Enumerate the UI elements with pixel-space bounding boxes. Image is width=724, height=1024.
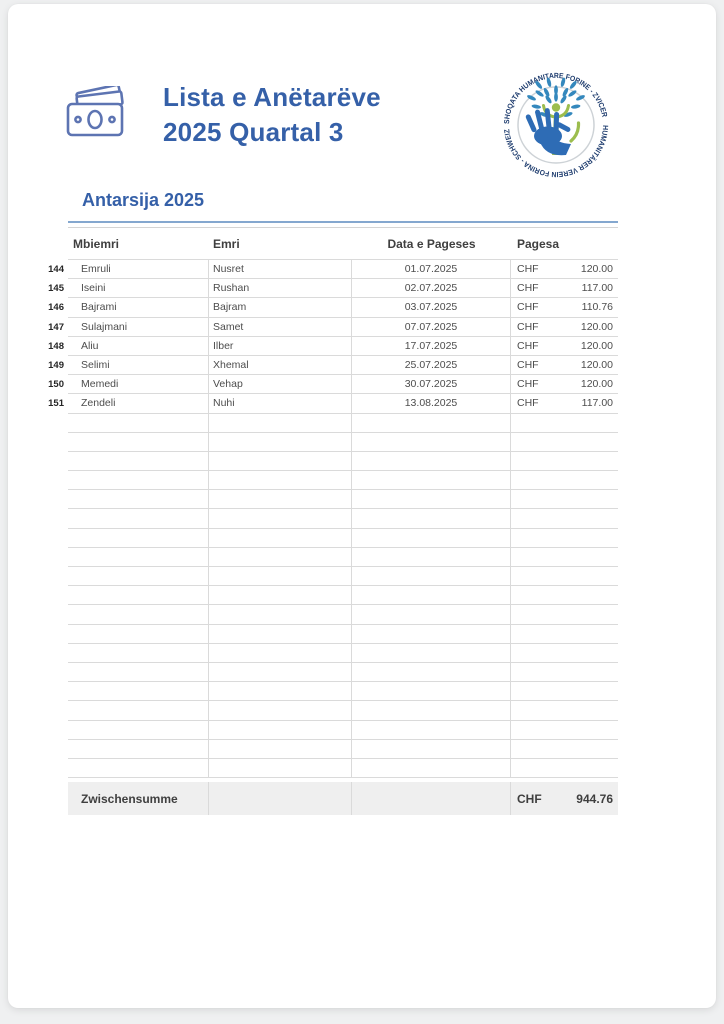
table-row-empty [40, 759, 618, 778]
payment-cell [511, 375, 618, 394]
empty-cell [209, 548, 352, 567]
empty-cell [40, 663, 68, 682]
empty-cell [40, 721, 68, 740]
empty-cell [511, 548, 618, 567]
header-surname: Mbiemri [68, 227, 209, 260]
subtotal-amount: 944.76 [576, 791, 613, 806]
empty-cell [40, 548, 68, 567]
empty-cell [40, 529, 68, 548]
currency-label: CHF [517, 282, 539, 295]
empty-cell [511, 452, 618, 471]
page-title-line2: 2025 Quartal 3 [163, 117, 344, 147]
empty-cell [68, 625, 209, 644]
empty-cell [511, 721, 618, 740]
table-header-row [40, 227, 618, 260]
currency-label: CHF [517, 263, 539, 276]
empty-cell [209, 529, 352, 548]
amount-value: 120.00 [580, 359, 613, 372]
row-number-cell: 148 [48, 340, 64, 352]
table-row-empty [40, 701, 618, 720]
table-row-empty [40, 490, 618, 509]
table-row [40, 337, 618, 356]
empty-cell [40, 586, 68, 605]
amount-value: 120.00 [580, 339, 613, 352]
empty-cell [352, 605, 511, 624]
header-firstname: Emri [209, 227, 352, 260]
table-row-empty [40, 644, 618, 663]
empty-cell [209, 759, 352, 778]
empty-cell [511, 682, 618, 701]
surname-cell: Selimi [68, 356, 209, 375]
surname-cell: Zendeli [68, 394, 209, 413]
empty-cell [511, 490, 618, 509]
currency-label: CHF [517, 359, 539, 372]
empty-cell [352, 759, 511, 778]
subtotal-currency: CHF [517, 791, 542, 806]
section-rule [68, 221, 618, 223]
empty-cell [68, 605, 209, 624]
surname-cell: Aliu [68, 337, 209, 356]
payment-cell [511, 279, 618, 298]
empty-cell [352, 490, 511, 509]
table-row-empty [40, 548, 618, 567]
payment-date-cell: 25.07.2025 [352, 356, 511, 375]
payment-date-cell: 02.07.2025 [352, 279, 511, 298]
payment-date-cell: 13.08.2025 [352, 394, 511, 413]
empty-cell [209, 414, 352, 433]
subtotal-number-cell [40, 782, 68, 815]
empty-cell [68, 701, 209, 720]
firstname-cell: Vehap [209, 375, 352, 394]
section-title: Antarsija 2025 [82, 190, 205, 210]
empty-cell [68, 433, 209, 452]
empty-cell [209, 605, 352, 624]
surname-cell: Sulajmani [68, 318, 209, 337]
empty-cell [40, 625, 68, 644]
empty-cell [511, 605, 618, 624]
currency-label: CHF [517, 301, 539, 314]
empty-cell [209, 740, 352, 759]
empty-cell [511, 529, 618, 548]
empty-cell [40, 490, 68, 509]
table-row-empty [40, 663, 618, 682]
empty-cell [511, 740, 618, 759]
firstname-cell: Nusret [209, 260, 352, 279]
header-number-cell [40, 227, 68, 260]
empty-cell [352, 414, 511, 433]
subtotal-payment-cell [511, 782, 618, 815]
currency-label: CHF [517, 339, 539, 352]
row-number-cell: 146 [48, 302, 64, 314]
amount-value: 120.00 [580, 320, 613, 333]
empty-cell [511, 663, 618, 682]
empty-cell [209, 682, 352, 701]
empty-cell [352, 548, 511, 567]
row-number-cell: 144 [48, 264, 64, 276]
empty-cell [352, 740, 511, 759]
empty-cell [352, 452, 511, 471]
payment-cell [511, 394, 618, 413]
empty-cell [511, 625, 618, 644]
empty-cell [209, 452, 352, 471]
empty-cell [68, 509, 209, 528]
payment-cell [511, 337, 618, 356]
subtotal-empty-cell [352, 782, 511, 815]
payment-date-cell: 30.07.2025 [352, 375, 511, 394]
organization-logo [498, 67, 614, 183]
table-row-empty [40, 740, 618, 759]
row-number-cell: 147 [48, 321, 64, 333]
amount-value: 120.00 [580, 378, 613, 391]
empty-cell [68, 721, 209, 740]
table-row-empty [40, 567, 618, 586]
firstname-cell: Bajram [209, 298, 352, 317]
payment-cell [511, 356, 618, 375]
row-number-cell: 149 [48, 360, 64, 372]
empty-cell [209, 625, 352, 644]
table-row-empty [40, 721, 618, 740]
empty-cell [68, 759, 209, 778]
empty-cell [352, 529, 511, 548]
empty-cell [209, 663, 352, 682]
empty-cell [68, 471, 209, 490]
empty-cell [511, 414, 618, 433]
page-title-line1: Lista e Anëtarëve [163, 82, 381, 112]
empty-cell [68, 529, 209, 548]
currency-label: CHF [517, 378, 539, 391]
empty-cell [68, 663, 209, 682]
empty-cell [209, 509, 352, 528]
empty-cell [68, 490, 209, 509]
empty-cell [68, 682, 209, 701]
empty-cell [511, 644, 618, 663]
header-payment: Pagesa [511, 227, 618, 260]
surname-cell: Iseini [68, 279, 209, 298]
firstname-cell: Xhemal [209, 356, 352, 375]
subtotal-label: Zwischensumme [68, 782, 209, 815]
table-row [40, 279, 618, 298]
subtotal-empty-cell [209, 782, 352, 815]
table-row [40, 318, 618, 337]
table-row [40, 356, 618, 375]
empty-cell [68, 644, 209, 663]
member-rows [40, 260, 618, 778]
empty-cell [40, 682, 68, 701]
amount-value: 117.00 [581, 397, 613, 410]
logo-arc-text: SHOQATA HUMANITARE FORINE - ZVICER HUMANITÄRER VEREIN FORINA - SCHWEIZ [501, 70, 611, 180]
row-number-cell: 151 [48, 398, 64, 410]
empty-cell [209, 721, 352, 740]
empty-cell [352, 701, 511, 720]
document-page [8, 4, 716, 1008]
firstname-cell: Rushan [209, 279, 352, 298]
empty-cell [352, 682, 511, 701]
payment-cell [511, 298, 618, 317]
payment-date-cell: 01.07.2025 [352, 260, 511, 279]
row-number-cell: 150 [48, 379, 64, 391]
members-table [40, 227, 618, 815]
payment-date-cell: 17.07.2025 [352, 337, 511, 356]
page-title [163, 80, 381, 150]
empty-cell [352, 471, 511, 490]
currency-label: CHF [517, 397, 539, 410]
empty-cell [68, 586, 209, 605]
surname-cell: Emruli [68, 260, 209, 279]
subtotal-row [40, 782, 618, 815]
empty-cell [511, 586, 618, 605]
table-row-empty [40, 605, 618, 624]
empty-cell [511, 701, 618, 720]
empty-cell [352, 509, 511, 528]
empty-cell [40, 701, 68, 720]
firstname-cell: Nuhi [209, 394, 352, 413]
table-row-empty [40, 529, 618, 548]
empty-cell [68, 414, 209, 433]
table-row [40, 298, 618, 317]
empty-cell [209, 471, 352, 490]
table-row-empty [40, 452, 618, 471]
banknotes-icon [64, 86, 130, 144]
empty-cell [68, 452, 209, 471]
empty-cell [352, 721, 511, 740]
empty-cell [209, 644, 352, 663]
firstname-cell: Ilber [209, 337, 352, 356]
empty-cell [209, 701, 352, 720]
empty-cell [40, 414, 68, 433]
row-number-cell: 145 [48, 283, 64, 295]
empty-cell [511, 509, 618, 528]
empty-cell [40, 433, 68, 452]
empty-cell [40, 605, 68, 624]
empty-cell [352, 663, 511, 682]
payment-cell [511, 318, 618, 337]
table-row-empty [40, 586, 618, 605]
table-row-empty [40, 625, 618, 644]
table-row [40, 260, 618, 279]
empty-cell [511, 567, 618, 586]
table-row-empty [40, 682, 618, 701]
empty-cell [511, 471, 618, 490]
surname-cell: Bajrami [68, 298, 209, 317]
empty-cell [40, 644, 68, 663]
empty-cell [352, 586, 511, 605]
currency-label: CHF [517, 320, 539, 333]
empty-cell [40, 471, 68, 490]
empty-cell [209, 433, 352, 452]
empty-cell [352, 433, 511, 452]
surname-cell: Memedi [68, 375, 209, 394]
empty-cell [40, 509, 68, 528]
payment-date-cell: 07.07.2025 [352, 318, 511, 337]
firstname-cell: Samet [209, 318, 352, 337]
empty-cell [352, 625, 511, 644]
empty-cell [209, 586, 352, 605]
table-row-empty [40, 433, 618, 452]
payment-cell [511, 260, 618, 279]
empty-cell [352, 567, 511, 586]
amount-value: 110.76 [581, 301, 613, 314]
table-row-empty [40, 509, 618, 528]
empty-cell [40, 759, 68, 778]
empty-cell [68, 740, 209, 759]
empty-cell [68, 548, 209, 567]
amount-value: 120.00 [580, 263, 613, 276]
empty-cell [511, 759, 618, 778]
amount-value: 117.00 [581, 282, 613, 295]
empty-cell [40, 567, 68, 586]
empty-cell [40, 740, 68, 759]
empty-cell [40, 452, 68, 471]
empty-cell [511, 433, 618, 452]
table-row-empty [40, 414, 618, 433]
table-row [40, 375, 618, 394]
empty-cell [209, 490, 352, 509]
header-payment-date: Data e Pageses [352, 227, 511, 260]
empty-cell [68, 567, 209, 586]
empty-cell [352, 644, 511, 663]
table-row [40, 394, 618, 413]
table-row-empty [40, 471, 618, 490]
empty-cell [209, 567, 352, 586]
payment-date-cell: 03.07.2025 [352, 298, 511, 317]
